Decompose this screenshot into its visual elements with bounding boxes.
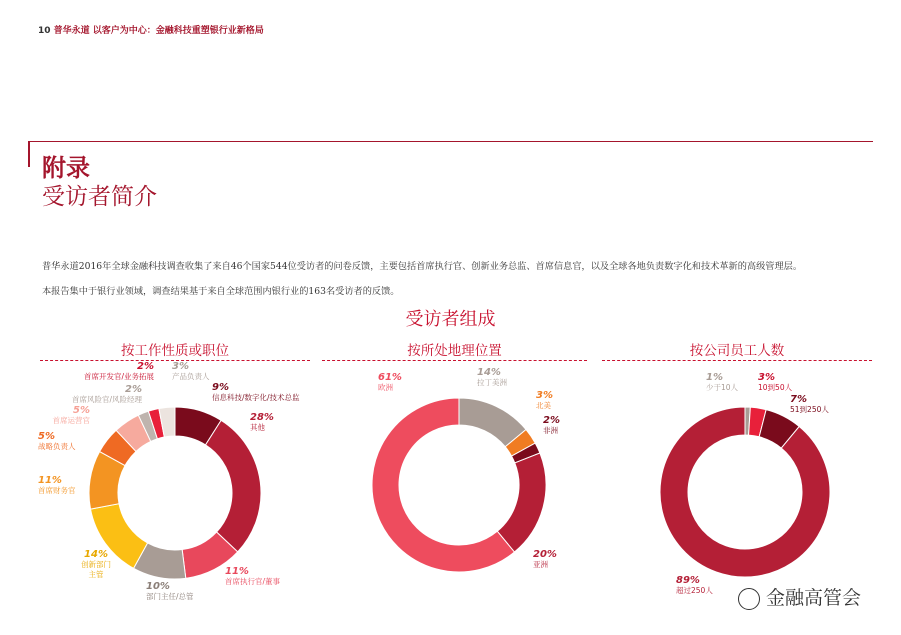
- watermark: 金融高管会: [738, 583, 861, 610]
- section-title: 受访者组成: [405, 309, 496, 330]
- label-c1-s7: 5% 首席运营官: [52, 405, 90, 425]
- label-c2-s0: 14% 拉丁美洲: [477, 367, 507, 387]
- header-text: 普华永道 以客户为中心：金融科技重塑银行业新格局: [53, 26, 264, 36]
- label-c2-s2: 2% 非洲: [543, 415, 560, 435]
- label-c1-s6: 5% 战略负责人: [38, 431, 76, 451]
- donut-0-slice-1: [206, 420, 261, 551]
- label-c3-s0: 1% 少于10人: [706, 372, 739, 392]
- label-c1-s8: 2% 首席风险官/风险经理: [71, 384, 142, 404]
- page-title: 受访者简介: [42, 184, 157, 210]
- page-number: 10: [38, 26, 51, 36]
- donut-1-slice-3: [497, 453, 546, 552]
- label-c2-s1: 3% 北美: [536, 390, 553, 410]
- intro-paragraph-2: 本报告集中于银行业领域，调查结果基于来自全球范围内银行业的163名受访者的反馈。: [42, 286, 400, 297]
- label-c1-s4: 14% 创新部门主管: [81, 549, 111, 579]
- chart-2-title: 按所处地理位置: [407, 343, 502, 359]
- donut-region: [372, 398, 546, 572]
- label-c1-s3: 10% 部门主任/总管: [146, 581, 194, 601]
- label-c3-s2: 7% 51到250人: [790, 394, 829, 414]
- chart-1-title: 按工作性质或职位: [121, 343, 229, 359]
- appendix-title: 附录: [42, 153, 90, 182]
- label-c1-s2: 11% 首席执行官/董事: [225, 566, 281, 586]
- label-c2-s3: 20% 亚洲: [533, 549, 557, 569]
- label-c1-s9: 2% 首席开发官/业务拓展: [83, 361, 154, 381]
- label-c3-s1: 3% 10到50人: [758, 372, 793, 392]
- label-c1-s1: 28% 其他: [250, 412, 274, 432]
- chart-3-title: 按公司员工人数: [689, 343, 785, 359]
- wechat-icon: [738, 588, 760, 610]
- donut-2-slice-3: [660, 407, 830, 577]
- label-c1-s10: 3% 产品负责人: [172, 361, 210, 381]
- label-c1-s0: 9% 信息科技/数字化/技术总监: [212, 382, 300, 402]
- label-c3-s3: 89% 超过250人: [676, 575, 713, 595]
- intro-paragraph-1: 普华永道2016年全球金融科技调查收集了来自46个国家544位受访者的问卷反馈，主要包括首席执行官、创新业务总监、首席信息官，以及全球各地负责数字化和技术革新的高级管理层。: [42, 261, 803, 272]
- label-c2-s4: 61% 欧洲: [378, 372, 402, 392]
- donut-company-size: [660, 407, 830, 577]
- label-c1-s5: 11% 首席财务官: [38, 475, 76, 495]
